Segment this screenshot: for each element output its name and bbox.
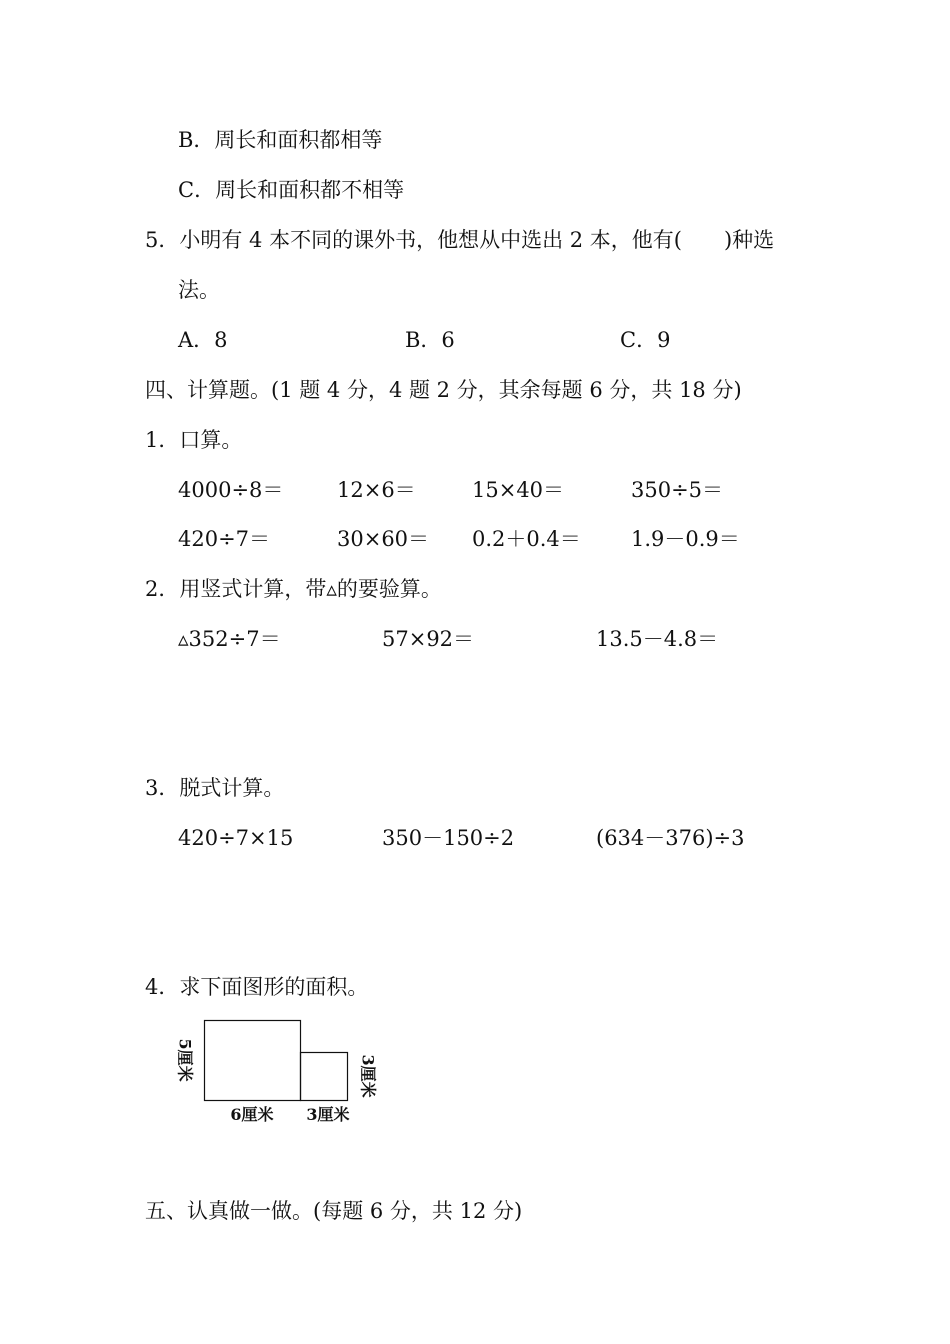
oral-calc-item: 420÷7＝ [178,527,271,551]
q5-stem-line2: 法。 [178,278,220,302]
p1-title: 1．口算。 [145,428,243,452]
p3-title: 3．脱式计算。 [145,776,285,800]
q5-option-c: C．9 [620,328,671,352]
q5-stem-line1: 5．小明有 4 本不同的课外书，他想从中选出 2 本，他有( )种选 [145,228,775,252]
q5-option-b: B．6 [405,328,455,352]
stepwise-calc-item: 420÷7×15 [178,826,294,850]
small-rectangle [301,1053,348,1101]
large-rectangle [205,1021,301,1101]
area-figure-svg [170,1010,390,1140]
oral-calc-item: 30×60＝ [337,527,430,551]
bottom-left-label: 6厘米 [230,1105,274,1124]
oral-calc-item: 0.2＋0.4＝ [472,527,581,551]
q4-option-b: B．周长和面积都相等 [178,128,383,152]
section4-title: 四、计算题。(1 题 4 分，4 题 2 分，其余每题 6 分，共 18 分) [145,378,742,402]
oral-calc-item: 4000÷8＝ [178,478,284,502]
vertical-calc-item: 57×92＝ [382,627,475,651]
bottom-right-label: 3厘米 [306,1105,350,1124]
oral-calc-item: 1.9－0.9＝ [631,527,740,551]
right-side-label: 3厘米 [358,1054,378,1098]
left-side-label: 5厘米 [175,1038,195,1082]
stepwise-calc-item: (634－376)÷3 [596,826,745,850]
stepwise-calc-item: 350－150÷2 [382,826,515,850]
oral-calc-item: 12×6＝ [337,478,416,502]
area-figure [170,1010,390,1140]
q5-option-a: A．8 [178,328,228,352]
q4-option-c: C．周长和面积都不相等 [178,178,405,202]
p2-title: 2．用竖式计算，带▵的要验算。 [145,577,442,601]
oral-calc-item: 350÷5＝ [631,478,724,502]
oral-calc-item: 15×40＝ [472,478,565,502]
vertical-calc-item: ▵352÷7＝ [178,627,281,651]
section5-title: 五、认真做一做。(每题 6 分，共 12 分) [145,1199,523,1223]
p4-title: 4．求下面图形的面积。 [145,975,369,999]
vertical-calc-item: 13.5－4.8＝ [596,627,719,651]
